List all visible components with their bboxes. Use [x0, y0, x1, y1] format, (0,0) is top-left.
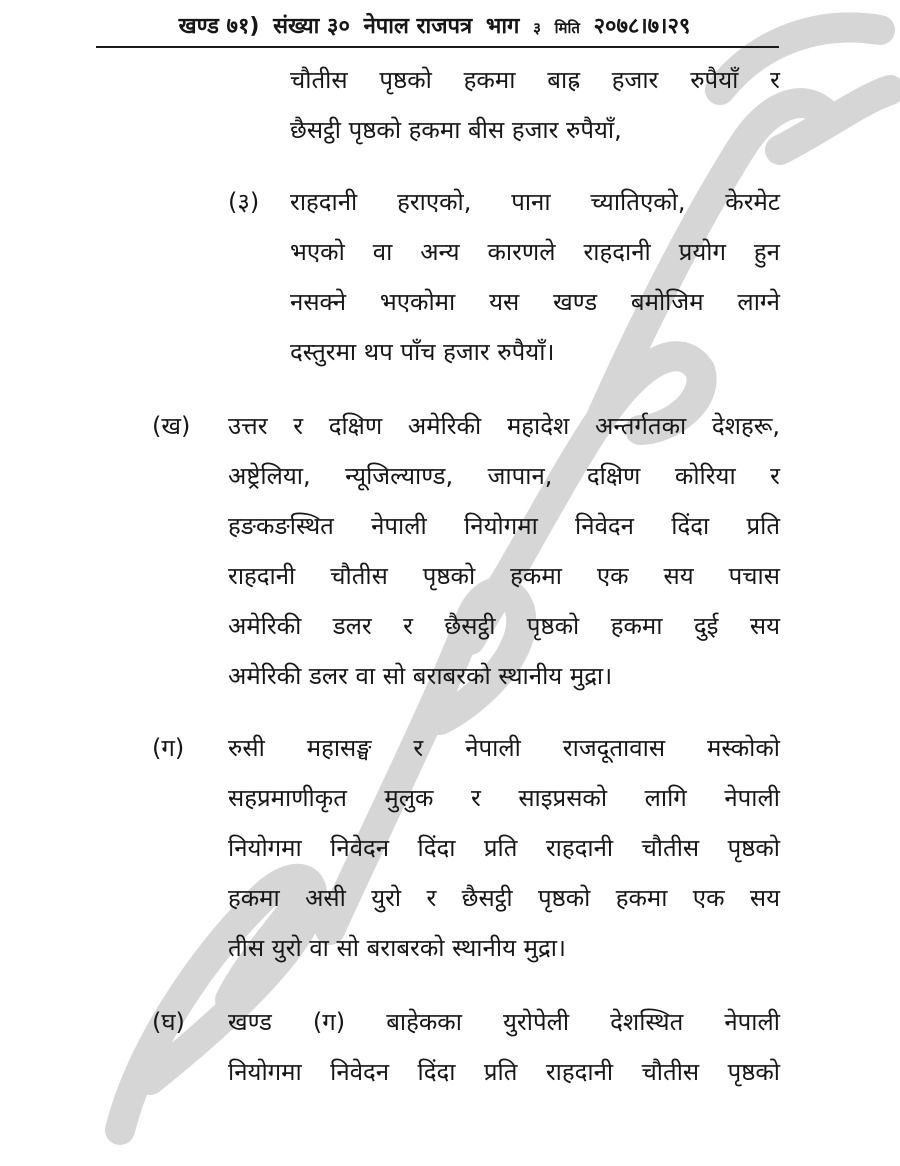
header-section: खण्ड ७१): [178, 14, 260, 39]
header-issue: संख्या ३०: [273, 14, 350, 39]
clause-ga-line-5: तीस युरो वा सो बराबरको स्थानीय मुद्रा।: [228, 934, 567, 962]
clause-ga-line-2: सहप्रमाणीकृत मुलुक र साइप्रसको लागि नेपाली: [228, 784, 780, 812]
subclause-3-marker: (३): [228, 188, 260, 216]
header-rule: [96, 46, 779, 48]
header-part-number: ३: [533, 19, 541, 37]
clause-gha-marker: (घ): [152, 1008, 185, 1036]
clause-kha-line-6: अमेरिकी डलर वा सो बराबरको स्थानीय मुद्रा।: [228, 662, 613, 690]
clause-kha-marker: (ख): [152, 412, 191, 440]
clause-ga-marker: (ग): [152, 734, 185, 762]
clause-ga-line-4: हकमा असी युरो र छैसट्ठी पृष्ठको हकमा एक सय: [228, 884, 780, 912]
clause-ga-line-3: नियोगमा निवेदन दिंदा प्रति राहदानी चौतीस पृष्ठको: [228, 834, 780, 862]
header-date-label: मिति: [554, 19, 580, 37]
clause-kha-line-1: उत्तर र दक्षिण अमेरिकी महादेश अन्तर्गतका देशहरू,: [228, 412, 780, 440]
header-gazette-name: नेपाल राजपत्र: [363, 14, 473, 39]
clause-gha-line-1: खण्ड (ग) बाहेकका युरोपेली देशस्थित नेपाली: [228, 1008, 780, 1036]
clause-kha-line-3: हङकङस्थित नेपाली नियोगमा निवेदन दिंदा प्रति: [228, 512, 780, 540]
clause-gha-line-2: नियोगमा निवेदन दिंदा प्रति राहदानी चौतीस पृष्ठको: [228, 1058, 780, 1086]
clause-kha-line-5: अमेरिकी डलर र छैसट्ठी पृष्ठको हकमा दुई सय: [228, 612, 780, 640]
continuation-line-2: छैसट्ठी पृष्ठको हकमा बीस हजार रुपैयाँ,: [290, 116, 622, 144]
clause-ga-line-1: रुसी महासङ्घ र नेपाली राजदूतावास मस्कोको: [228, 734, 780, 762]
page-header: [96, 10, 779, 40]
subclause-3-line-2: भएको वा अन्य कारणले राहदानी प्रयोग हुन: [290, 238, 780, 266]
clause-kha-line-4: राहदानी चौतीस पृष्ठको हकमा एक सय पचास: [228, 562, 780, 590]
subclause-3-line-1: राहदानी हराएको, पाना च्यातिएको, केरमेट: [290, 188, 780, 216]
subclause-3-line-3: नसक्ने भएकोमा यस खण्ड बमोजिम लाग्ने: [290, 288, 780, 316]
header-part-label: भाग: [485, 14, 520, 39]
header-date: २०७८।७।२९: [593, 14, 691, 39]
clause-kha-line-2: अष्ट्रेलिया, न्यूजिल्याण्ड, जापान, दक्षिण कोरिया र: [228, 462, 780, 490]
continuation-line-1: चौतीस पृष्ठको हकमा बाह्र हजार रुपैयाँ र: [290, 66, 780, 94]
subclause-3-line-4: दस्तुरमा थप पाँच हजार रुपैयाँ।: [290, 338, 555, 366]
